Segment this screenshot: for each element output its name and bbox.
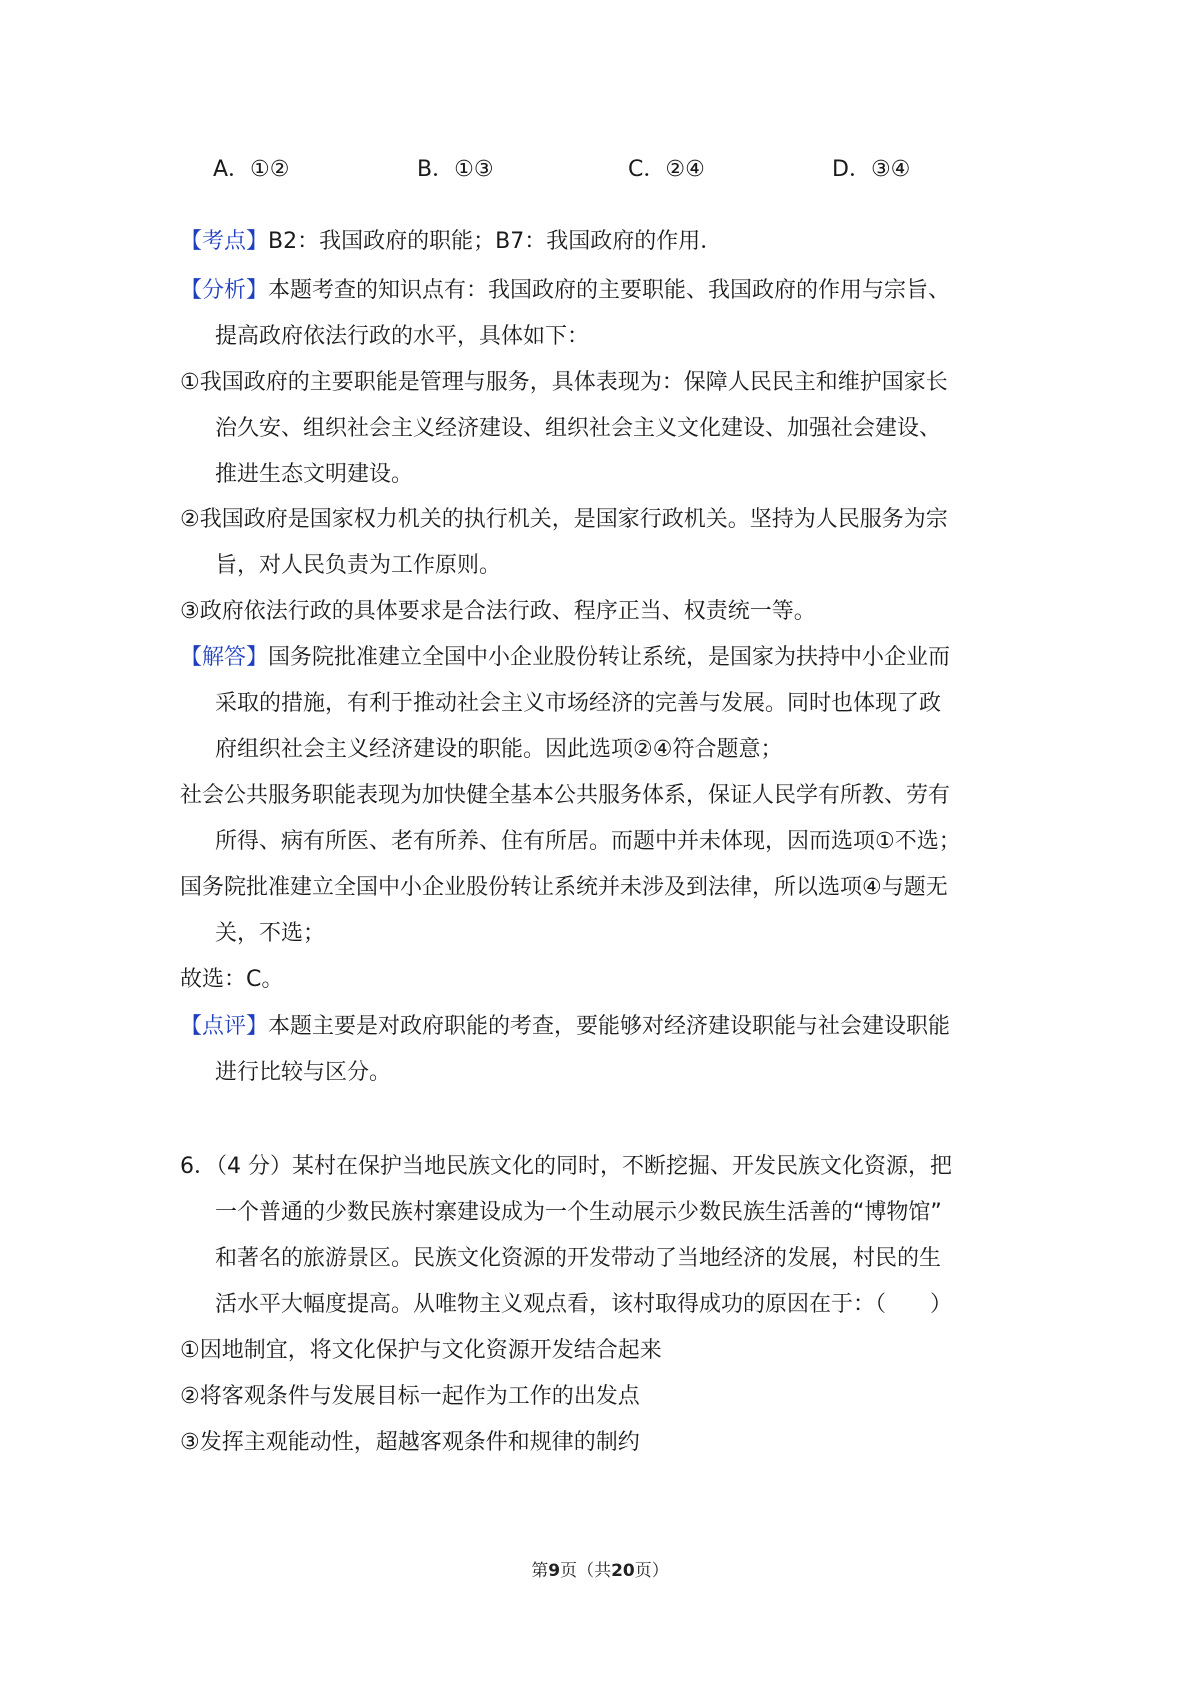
jieda-line-1 [180, 643, 950, 673]
jieda-text-1: 国务院批准建立全国中小企业股份转让系统，是国家为扶持中小企业而 [268, 645, 951, 670]
question-6-line-2: 一个普通的少数民族村寨建设成为一个生动展示少数民族生活善的“博物馆” [215, 1200, 942, 1225]
footer-prefix: 第 [531, 1561, 549, 1581]
fenxi-text-1: 本题考查的知识点有：我国政府的主要职能、我国政府的作用与宗旨、 [268, 278, 951, 303]
dianping-line-2: 进行比较与区分。 [215, 1060, 392, 1085]
question-6-line-1: 6．（4 分）某村在保护当地民族文化的同时，不断挖掘、开发民族文化资源，把 [180, 1154, 952, 1179]
fenxi-point-1-line-1: ①我国政府的主要职能是管理与服务，具体表现为：保障人民民主和维护国家长 [180, 370, 948, 395]
jieda-line-6: 国务院批准建立全国中小企业股份转让系统并未涉及到法律，所以选项④与题无 [180, 875, 948, 900]
jieda-line-3: 府组织社会主义经济建设的职能。因此选项②④符合题意； [215, 737, 783, 762]
dianping-line-1 [180, 1012, 950, 1042]
jieda-line-2: 采取的措施，有利于推动社会主义市场经济的完善与发展。同时也体现了政 [215, 691, 942, 716]
option-a: A．①② [213, 157, 290, 182]
fenxi-point-1-line-3: 推进生态文明建设。 [215, 462, 414, 487]
fenxi-line-1 [180, 276, 950, 306]
option-b: B．①③ [417, 157, 494, 182]
jieda-line-4: 社会公共服务职能表现为加快健全基本公共服务体系，保证人民学有所教、劳有 [180, 783, 951, 808]
question-6-option-3: ③发挥主观能动性，超越客观条件和规律的制约 [180, 1430, 640, 1455]
kaodian-line [180, 227, 722, 257]
footer-suffix: 页） [634, 1561, 669, 1581]
dianping-text-1: 本题主要是对政府职能的考查，要能够对经济建设职能与社会建设职能 [268, 1014, 951, 1039]
jieda-line-7: 关，不选； [215, 921, 326, 946]
option-c: C．②④ [628, 157, 705, 182]
question-6-option-1: ①因地制宜，将文化保护与文化资源开发结合起来 [180, 1338, 662, 1363]
footer-total-pages: 20 [611, 1561, 635, 1581]
dianping-tag: 【点评】 [180, 1014, 269, 1039]
fenxi-point-2-line-1: ②我国政府是国家权力机关的执行机关，是国家行政机关。坚持为人民服务为宗 [180, 507, 948, 532]
answer-options [0, 152, 1200, 188]
fenxi-point-3-line-1: ③政府依法行政的具体要求是合法行政、程序正当、权责统一等。 [180, 599, 816, 624]
footer-page-number: 9 [548, 1561, 561, 1581]
kaodian-text: B2：我国政府的职能；B7：我国政府的作用． [268, 229, 723, 254]
jieda-line-8: 故选：C。 [180, 967, 284, 992]
jieda-line-5: 所得、病有所医、老有所养、住有所居。而题中并未体现，因而选项①不选； [215, 829, 961, 854]
fenxi-point-1-line-2: 治久安、组织社会主义经济建设、组织社会主义文化建设、加强社会建设、 [215, 416, 942, 441]
option-d: D．③④ [832, 157, 911, 182]
question-6-option-2: ②将客观条件与发展目标一起作为工作的出发点 [180, 1384, 640, 1409]
page-footer [0, 1556, 1200, 1581]
question-6-line-3: 和著名的旅游景区。民族文化资源的开发带动了当地经济的发展，村民的生 [215, 1246, 942, 1271]
jieda-tag: 【解答】 [180, 645, 269, 670]
footer-middle: 页（共 [560, 1561, 612, 1581]
fenxi-point-2-line-2: 旨，对人民负责为工作原则。 [215, 553, 502, 578]
question-6-line-4: 活水平大幅度提高。从唯物主义观点看，该村取得成功的原因在于：（ ） [215, 1292, 953, 1317]
fenxi-tag: 【分析】 [180, 278, 269, 303]
fenxi-line-2: 提高政府依法行政的水平，具体如下： [215, 324, 590, 349]
kaodian-tag: 【考点】 [180, 229, 269, 254]
